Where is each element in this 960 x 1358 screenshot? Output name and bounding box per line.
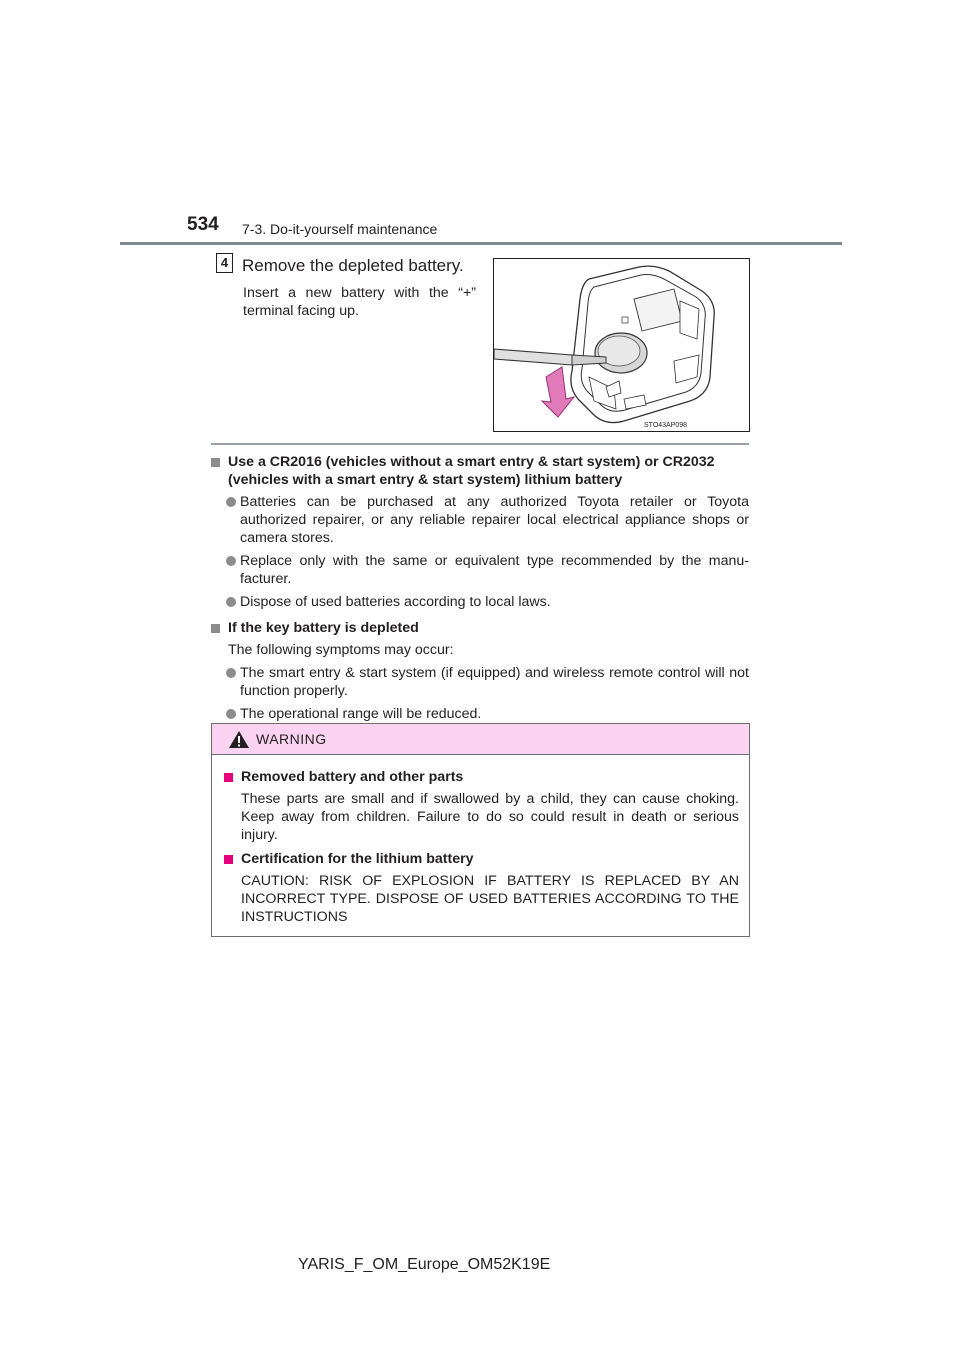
key-fob-illustration xyxy=(494,259,749,431)
section-heading-text: If the key battery is depleted xyxy=(228,620,419,636)
square-bullet-icon xyxy=(211,458,220,467)
page-number: 534 xyxy=(187,214,219,235)
warning-heading-text: Certification for the lithium battery xyxy=(241,851,474,867)
warning-triangle-icon xyxy=(229,731,249,748)
section-heading-text: Use a CR2016 (vehicles without a smart entry & start system) or CR2032 (vehicles with a smart entry & start system) lithium battery xyxy=(228,454,715,488)
list-item xyxy=(211,664,749,700)
circle-bullet-icon xyxy=(226,709,236,719)
warning-item-text: These parts are small and if swallowed by a child, they can cause choking. Keep away from children. Failure to do so could result in death or serious injury. xyxy=(241,791,739,843)
list-item-text: Dispose of used batteries according to local laws. xyxy=(240,594,551,610)
circle-bullet-icon xyxy=(226,497,236,507)
circle-bullet-icon xyxy=(226,668,236,678)
warning-item-text: CAUTION: RISK OF EXPLOSION IF BATTERY IS REPLACED BY AN INCORRECT TYPE. DISPOSE OF USED BATTERIES ACCORDING TO THE INSTRUCTIONS xyxy=(241,873,739,925)
warning-box xyxy=(211,723,750,937)
warning-header xyxy=(212,724,749,755)
section-intro: The following symptoms may occur: xyxy=(228,642,454,658)
list-item xyxy=(211,593,749,611)
section-title: 7-3. Do-it-yourself maintenance xyxy=(242,221,438,237)
square-bullet-icon xyxy=(224,773,233,782)
warning-item-heading xyxy=(224,768,739,786)
step-title: Remove the depleted battery. xyxy=(242,256,464,275)
figure-caption: STO43AP098 xyxy=(644,422,688,429)
list-item-text: Replace only with the same or equivalent type recommended by the manu-facturer. xyxy=(240,553,749,587)
list-item-text: The operational range will be reduced. xyxy=(240,706,482,722)
circle-bullet-icon xyxy=(226,556,236,566)
square-bullet-icon xyxy=(211,624,220,633)
list-item xyxy=(211,493,749,547)
step-number: 4 xyxy=(216,253,233,273)
section-heading-depleted xyxy=(211,619,749,637)
warning-heading-text: Removed battery and other parts xyxy=(241,769,464,785)
circle-bullet-icon xyxy=(226,597,236,607)
section-heading-battery-type xyxy=(211,453,749,489)
list-item-text: Batteries can be purchased at any authorized Toyota retailer or Toyota authorized repairer, or any reliable repairer local electrical appliance shops or camera stores. xyxy=(240,494,749,546)
list-item xyxy=(211,552,749,588)
key-battery-figure xyxy=(493,258,750,432)
square-bullet-icon xyxy=(224,855,233,864)
notes-content xyxy=(211,453,749,728)
step-note: Insert a new battery with the “+” terminal facing up. xyxy=(243,285,476,319)
document-id: YARIS_F_OM_Europe_OM52K19E xyxy=(298,1256,551,1273)
header-rule xyxy=(120,242,842,245)
list-item-text: The smart entry & start system (if equipped) and wireless remote control will not function properly. xyxy=(240,665,749,699)
section-divider xyxy=(211,443,749,445)
warning-item-heading xyxy=(224,850,739,868)
warning-body xyxy=(212,755,749,926)
warning-label: WARNING xyxy=(256,731,327,747)
list-item xyxy=(211,705,749,723)
